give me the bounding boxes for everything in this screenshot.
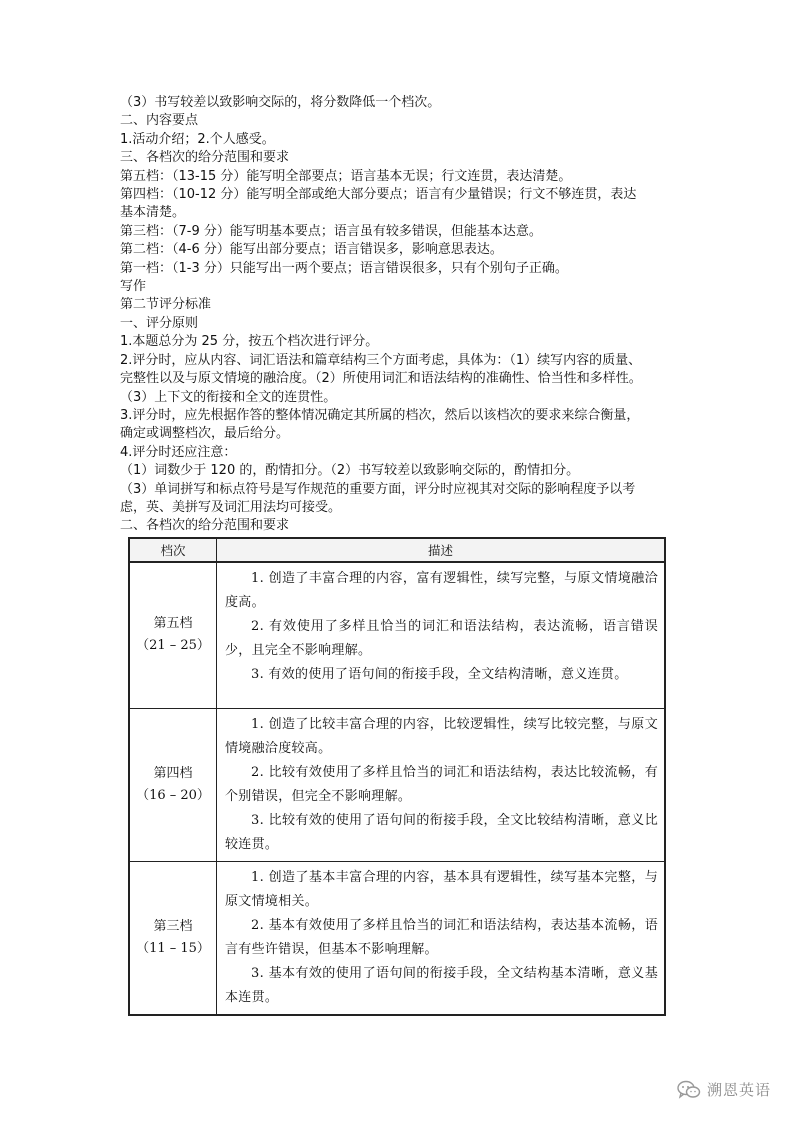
column-header-description: 描述	[217, 538, 666, 562]
text-line: 3.评分时，应先根据作答的整体情况确定其所属的档次，然后以该档次的要求来综合衡量，	[120, 407, 640, 423]
text-line: 1.本题总分为 25 分，按五个档次进行评分。	[120, 334, 379, 350]
section-heading: 三、各档次的给分范围和要求	[120, 150, 290, 166]
section-heading: 二、内容要点	[120, 113, 199, 129]
text-line: 虑，英、美拼写及词汇用法均可接受。	[120, 499, 342, 515]
text-line: 第三档：（7-9 分）能写明基本要点；语言虽有较多错误，但能基本达意。	[120, 223, 542, 239]
watermark	[677, 1079, 771, 1100]
description-cell	[217, 861, 666, 1015]
level-cell	[129, 562, 217, 708]
text-line: （1）词数少于 120 的，酌情扣分。（2）书写较差以致影响交际的，酌情扣分。	[120, 463, 580, 479]
text-line: 第二档：（4-6 分）能写出部分要点；语言错误多，影响意思表达。	[120, 242, 503, 258]
section-heading: 第二节评分标准	[120, 297, 212, 313]
level-cell	[129, 861, 217, 1015]
level-range: （16 – 20）	[136, 787, 210, 803]
criterion-item: 3. 有效的使用了语句间的衔接手段，全文结构清晰，意义连贯。	[251, 667, 628, 682]
description-cell	[217, 708, 666, 861]
text-line: 4.评分时还应注意：	[120, 444, 237, 460]
level-name: 第四档	[153, 765, 193, 781]
level-range: （11 – 15）	[136, 940, 210, 956]
watermark-text: 溯恩英语	[706, 1081, 771, 1099]
text-line: （3）单词拼写和标点符号是写作规范的重要方面，评分时应视其对交际的影响程度予以考	[120, 481, 636, 497]
section-heading: 二、各档次的给分范围和要求	[120, 518, 290, 534]
section-heading: 一、评分原则	[120, 315, 199, 331]
column-header-level: 档次	[129, 538, 217, 562]
section-heading: 写作	[120, 279, 147, 295]
wechat-icon	[677, 1080, 701, 1100]
text-line: （3）上下文的衔接和全文的连贯性。	[120, 389, 337, 405]
table-header-row	[129, 538, 665, 562]
criterion-item: 1. 创造了丰富合理的内容，富有逻辑性，续写完整，与原文情境融洽度高。	[225, 571, 658, 610]
table-row	[129, 708, 665, 861]
text-line: 确定或调整档次，最后给分。	[120, 426, 290, 442]
document-body	[120, 94, 680, 536]
level-range: （21 – 25）	[136, 638, 210, 654]
criterion-item: 2. 有效使用了多样且恰当的词汇和语法结构，表达流畅，语言错误少，且完全不影响理解。	[225, 619, 658, 658]
table-row	[129, 861, 665, 1015]
level-name: 第三档	[153, 918, 193, 934]
criterion-item: 2. 比较有效使用了多样且恰当的词汇和语法结构，表达比较流畅，有个别错误，但完全不影响理解。	[225, 764, 658, 804]
text-line: 完整性以及与原文情境的融洽度。（2）所使用词汇和语法结构的准确性、恰当性和多样性。	[120, 371, 642, 387]
criterion-item: 2. 基本有效使用了多样且恰当的词汇和语法结构，表达基本流畅，语言有些许错误，但基本不影响理解。	[225, 917, 658, 957]
text-line: 第一档：（1-3 分）只能写出一两个要点；语言错误很多，只有个别句子正确。	[120, 260, 568, 276]
text-line: （3）书写较差以致影响交际的，将分数降低一个档次。	[120, 95, 441, 110]
criterion-item: 3. 比较有效的使用了语句间的衔接手段，全文比较结构清晰，意义比较连贯。	[225, 812, 658, 852]
table-row	[129, 562, 665, 708]
text-line: 第五档：（13-15 分）能写明全部要点；语言基本无误；行文连贯，表达清楚。	[120, 168, 572, 184]
level-name: 第五档	[153, 616, 193, 632]
description-cell	[217, 562, 666, 708]
criterion-item: 1. 创造了比较丰富合理的内容，比较逻辑性，续写比较完整，与原文情境融洽度较高。	[225, 716, 658, 756]
criterion-item: 3. 基本有效的使用了语句间的衔接手段，全文结构基本清晰，意义基本连贯。	[225, 965, 658, 1005]
grading-table	[128, 537, 666, 1016]
text-line: 1.活动介绍；2.个人感受。	[120, 131, 275, 147]
level-cell	[129, 708, 217, 861]
text-line: 2.评分时，应从内容、词汇语法和篇章结构三个方面考虑，具体为：（1）续写内容的质量、	[120, 352, 642, 368]
criterion-item: 1. 创造了基本丰富合理的内容，基本具有逻辑性，续写基本完整，与原文情境相关。	[225, 869, 658, 909]
text-line: 基本清楚。	[120, 205, 186, 221]
text-line: 第四档：（10-12 分）能写明全部或绝大部分要点；语言有少量错误；行文不够连贯，表达	[120, 187, 637, 203]
